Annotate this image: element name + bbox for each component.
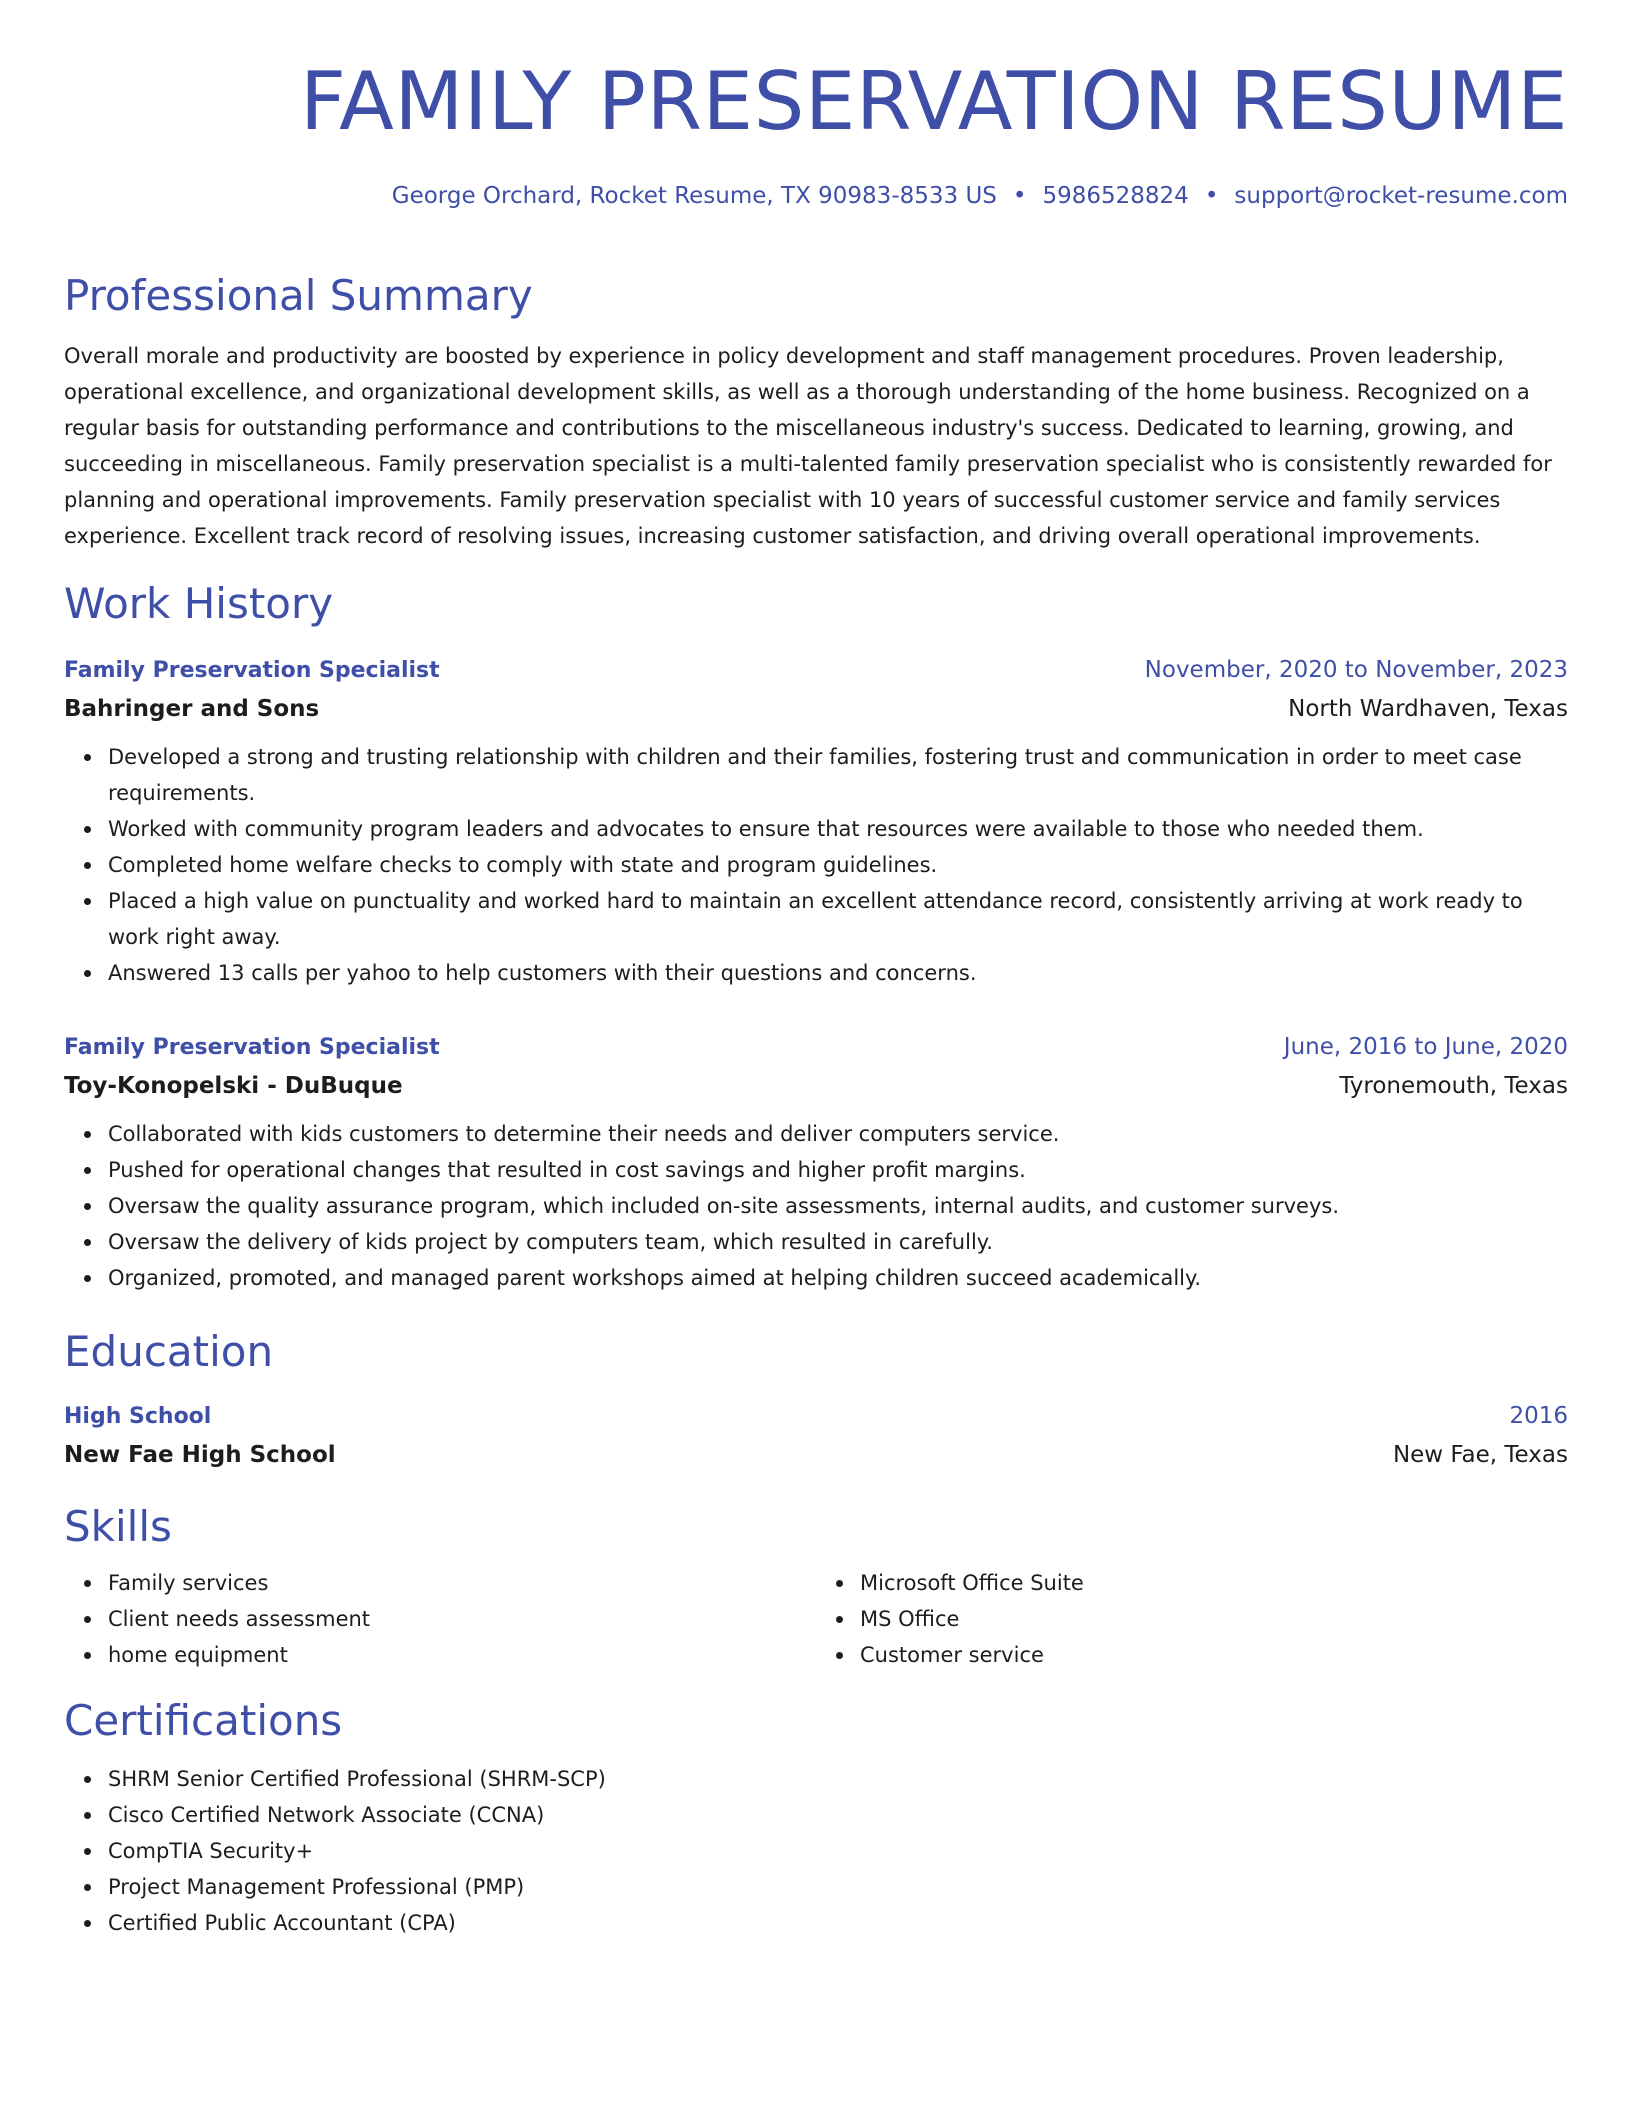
education-degree: High School bbox=[64, 1404, 212, 1429]
bullet-separator: • bbox=[1012, 183, 1027, 209]
list-item: Pushed for operational changes that resulted in cost savings and higher profit margins. bbox=[108, 1152, 1568, 1188]
job-location: North Wardhaven, Texas bbox=[1288, 696, 1568, 722]
education-entry bbox=[64, 1398, 1568, 1475]
education-school: New Fae High School bbox=[64, 1442, 336, 1468]
certification-item: Certified Public Accountant (CPA) bbox=[108, 1905, 1568, 1941]
job-dates: June, 2016 to June, 2020 bbox=[1283, 1034, 1568, 1060]
certifications-block bbox=[64, 1761, 1568, 1941]
education-location: New Fae, Texas bbox=[1392, 1442, 1568, 1468]
job-entry bbox=[64, 652, 1568, 991]
contact-address: George Orchard, Rocket Resume, TX 90983-8533 US bbox=[391, 183, 997, 209]
skill-item: MS Office bbox=[860, 1601, 1568, 1637]
certifications-list bbox=[64, 1761, 1568, 1941]
list-item: Oversaw the delivery of kids project by computers team, which resulted in carefully. bbox=[108, 1224, 1568, 1260]
section-title-certifications: Certifications bbox=[64, 1696, 343, 1745]
list-item: Answered 13 calls per yahoo to help customers with their questions and concerns. bbox=[108, 955, 1568, 991]
section-title-summary: Professional Summary bbox=[64, 271, 533, 320]
list-item: Completed home welfare checks to comply with state and program guidelines. bbox=[108, 847, 1568, 883]
list-item: Developed a strong and trusting relationship with children and their families, fostering trust and communication in order to meet case requirements. bbox=[108, 739, 1568, 811]
contact-phone: 5986528824 bbox=[1042, 183, 1189, 209]
education-year: 2016 bbox=[1509, 1403, 1568, 1429]
skill-item: home equipment bbox=[108, 1637, 816, 1673]
job-bullets bbox=[64, 739, 1568, 991]
list-item: Oversaw the quality assurance program, which included on-site assessments, internal audits, and customer surveys. bbox=[108, 1188, 1568, 1224]
section-title-skills: Skills bbox=[64, 1502, 172, 1551]
skills-grid bbox=[64, 1559, 1568, 1673]
skills-list-left bbox=[64, 1565, 816, 1673]
job-company-row bbox=[64, 1066, 1568, 1106]
job-role: Family Preservation Specialist bbox=[64, 658, 440, 683]
job-role: Family Preservation Specialist bbox=[64, 1035, 440, 1060]
bullet-separator: • bbox=[1204, 183, 1219, 209]
resume-header bbox=[64, 0, 1568, 212]
list-item: Placed a high value on punctuality and worked hard to maintain an excellent attendance record, consistently arriving at work ready to work right away. bbox=[108, 883, 1568, 955]
resume-title: FAMILY PRESERVATION RESUME bbox=[299, 55, 1568, 148]
certification-item: Project Management Professional (PMP) bbox=[108, 1869, 1568, 1905]
summary-text: Overall morale and productivity are boosted by experience in policy development and staff management procedures. Proven leadership, operational excellence, and organizational development skills, as well as a thorough understanding of the home business. Recognized on a regular basis for outstanding performance and contributions to the miscellaneous industry's success. Dedicated to learning, growing, and succeeding in miscellaneous. Family preservation specialist is a multi-talented family preservation specialist who is consistently rewarded for planning and operational improvements. Family preservation specialist with 10 years of successful customer service and family services experience. Excellent track record of resolving issues, increasing customer satisfaction, and driving overall operational improvements. bbox=[64, 344, 1552, 548]
job-header-row bbox=[64, 652, 1568, 689]
skill-item: Customer service bbox=[860, 1637, 1568, 1673]
list-item: Organized, promoted, and managed parent workshops aimed at helping children succeed academically. bbox=[108, 1260, 1568, 1296]
section-title-work-history: Work History bbox=[64, 579, 334, 628]
skill-item: Family services bbox=[108, 1565, 816, 1601]
contact-email: support@rocket-resume.com bbox=[1234, 183, 1568, 209]
skills-list-right bbox=[816, 1565, 1568, 1673]
education-school-row bbox=[64, 1435, 1568, 1475]
job-location: Tyronemouth, Texas bbox=[1339, 1073, 1568, 1099]
certification-item: SHRM Senior Certified Professional (SHRM-SCP) bbox=[108, 1761, 1568, 1797]
certification-item: CompTIA Security+ bbox=[108, 1833, 1568, 1869]
job-company-row bbox=[64, 689, 1568, 729]
certification-item: Cisco Certified Network Associate (CCNA) bbox=[108, 1797, 1568, 1833]
list-item: Worked with community program leaders and advocates to ensure that resources were available to those who needed them. bbox=[108, 811, 1568, 847]
list-item: Collaborated with kids customers to determine their needs and deliver computers service. bbox=[108, 1116, 1568, 1152]
section-title-education: Education bbox=[64, 1327, 274, 1376]
job-dates: November, 2020 to November, 2023 bbox=[1144, 657, 1568, 683]
contact-line bbox=[64, 180, 1568, 212]
education-header-row bbox=[64, 1398, 1568, 1435]
job-header-row bbox=[64, 1029, 1568, 1066]
job-bullets bbox=[64, 1116, 1568, 1296]
job-company: Bahringer and Sons bbox=[64, 696, 320, 722]
skill-item: Microsoft Office Suite bbox=[860, 1565, 1568, 1601]
job-company: Toy-Konopelski - DuBuque bbox=[64, 1073, 403, 1099]
skill-item: Client needs assessment bbox=[108, 1601, 816, 1637]
job-entry bbox=[64, 1029, 1568, 1296]
